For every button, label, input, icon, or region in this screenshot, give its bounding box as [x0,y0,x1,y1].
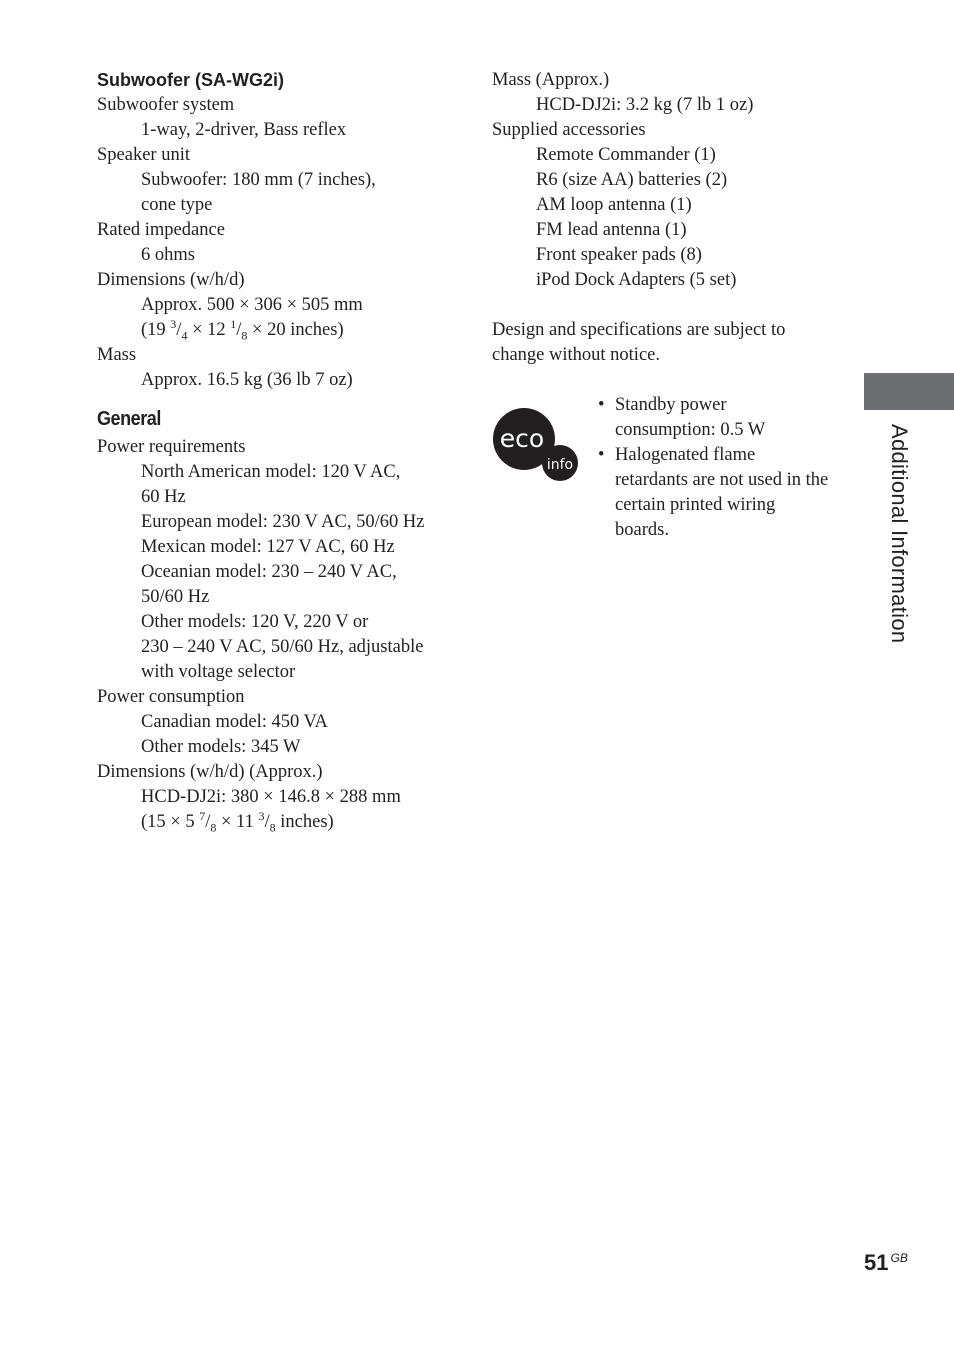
general-dimensions-inches: (15 × 5 $^7/_8 \times 11$ $^3/_8$ inches) [141,808,334,835]
power-requirements-line: European model: 230 V AC, 50/60 Hz [141,512,425,532]
dimensions-inches: (19 $^3/_4 \times 12$ $^1/_8 \times 20$ inches) [141,316,344,343]
speaker-unit-label: Speaker unit [97,145,190,165]
power-requirements-line: North American model: 120 V AC, [141,462,401,482]
power-requirements-line: 230 – 240 V AC, 50/60 Hz, adjustable [141,637,424,657]
mass-approx-label: Mass (Approx.) [492,70,610,90]
section-tab-label: Additional Information [887,424,912,644]
speaker-unit-value-cont: cone type [141,195,213,215]
eco-logo-text: eco [499,424,545,453]
dimensions-value: Approx. 500 × 306 × 505 mm [141,295,363,315]
mass-label: Mass [97,345,137,365]
eco-info-logo-icon [492,401,584,481]
speaker-unit-value: Subwoofer: 180 mm (7 inches), [141,170,376,190]
page-suffix: GB [890,1251,908,1265]
notice-text-cont: change without notice. [492,345,660,365]
power-requirements-line: with voltage selector [141,662,296,682]
bullet-icon: • [598,445,605,465]
power-consumption-line: Canadian model: 450 VA [141,712,328,732]
general-dimensions-label: Dimensions (w/h/d) (Approx.) [97,762,323,782]
power-requirements-line: Other models: 120 V, 220 V or [141,612,369,632]
power-requirements-label: Power requirements [97,437,246,457]
accessory-item: FM lead antenna (1) [536,220,687,240]
page-number: 51 $^{GB}$ [864,1250,908,1275]
section-tab-marker [864,373,954,410]
mass-value: Approx. 16.5 kg (36 lb 7 oz) [141,370,353,390]
right-column [492,68,852,368]
accessory-item: AM loop antenna (1) [536,195,692,215]
power-consumption-line: Other models: 345 W [141,737,301,757]
eco-logo-subtext: info [546,457,574,473]
general-dimensions-value: HCD-DJ2i: 380 × 146.8 × 288 mm [141,787,401,807]
supplied-accessories-label: Supplied accessories [492,120,646,140]
accessory-item: iPod Dock Adapters (5 set) [536,270,737,290]
accessory-item: Remote Commander (1) [536,145,716,165]
eco-bullet-list [598,393,848,543]
left-column [97,68,467,835]
dimensions-label: Dimensions (w/h/d) [97,270,245,290]
accessory-item: R6 (size AA) batteries (2) [536,170,728,190]
subwoofer-heading: Subwoofer (SA-WG2i) [97,70,284,90]
notice-text: Design and specifications are subject to [492,320,786,340]
general-heading: General [97,408,161,430]
power-requirements-line: 50/60 Hz [141,587,210,607]
mass-approx-value: HCD-DJ2i: 3.2 kg (7 lb 1 oz) [536,95,754,115]
subwoofer-system-label: Subwoofer system [97,95,235,115]
accessory-item: Front speaker pads (8) [536,245,702,265]
power-requirements-line: Mexican model: 127 V AC, 60 Hz [141,537,395,557]
bullet-icon: • [598,395,605,415]
power-consumption-label: Power consumption [97,687,245,707]
power-requirements-line: Oceanian model: 230 – 240 V AC, [141,562,397,582]
rated-impedance-label: Rated impedance [97,220,225,240]
eco-bullet-item: • Halogenated flame retardants are not used in the certain printed wiring boards. [598,445,829,540]
subwoofer-system-value: 1-way, 2-driver, Bass reflex [141,120,347,140]
rated-impedance-value: 6 ohms [141,245,195,265]
power-requirements-line: 60 Hz [141,487,186,507]
eco-bullet-item: • Standby power consumption: 0.5 W [598,395,766,440]
